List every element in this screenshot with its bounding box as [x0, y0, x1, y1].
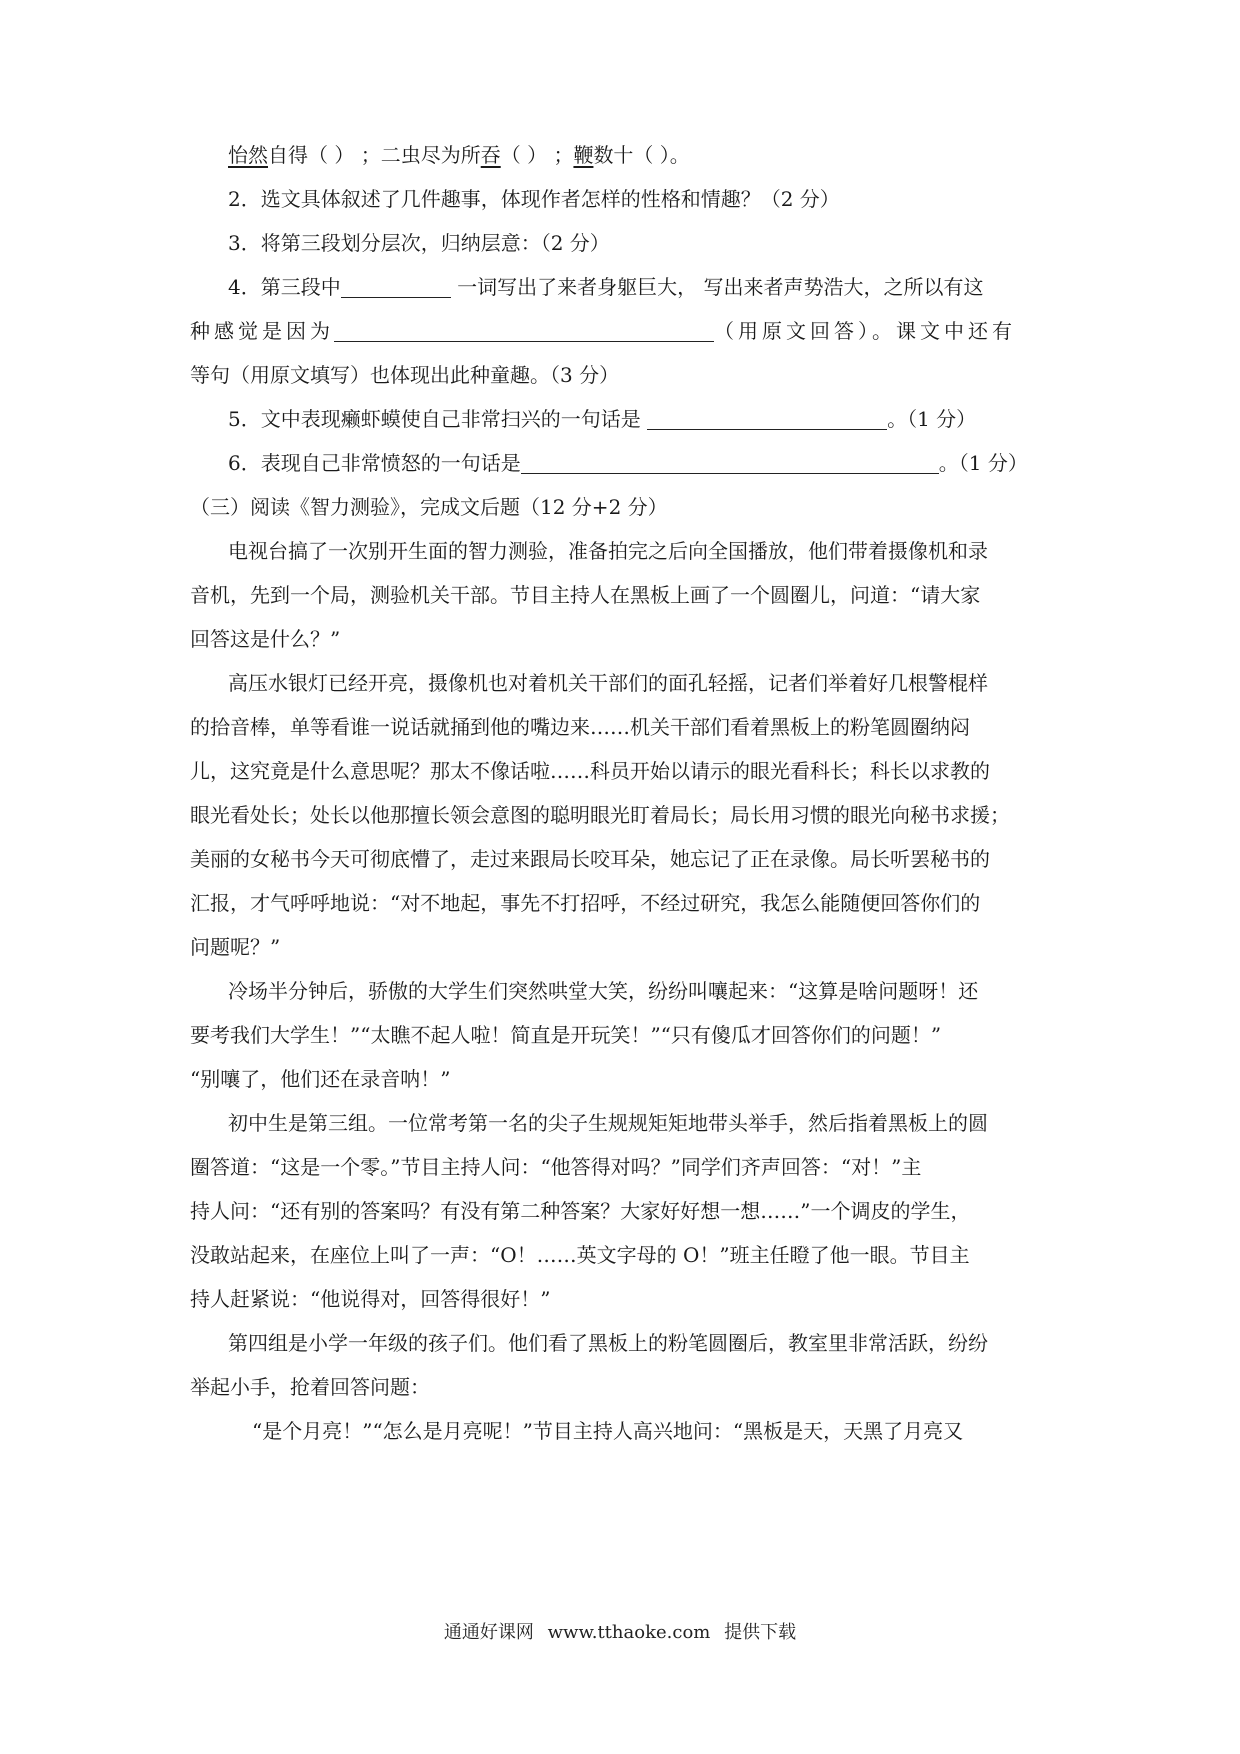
answer-blank[interactable] — [521, 451, 939, 474]
question-6: 6．表现自己非常愤怒的一句话是 。（1 分） — [228, 451, 1028, 475]
passage-line: 的拾音棒，单等看谁一说话就捅到他的嘴边来……机关干部们看着黑板上的粉笔圆圈纳闷 — [190, 715, 970, 739]
passage-line: 第四组是小学一年级的孩子们。他们看了黑板上的粉笔圆圈后，教室里非常活跃，纷纷 — [228, 1331, 988, 1355]
q1-word-3: 鞭 — [573, 143, 594, 167]
q1-word-1: 怡然 — [228, 143, 268, 167]
passage-line: “是个月亮！”“怎么是月亮呢！”节目主持人高兴地问：“黑板是天，天黑了月亮又 — [252, 1419, 964, 1443]
passage-line: 没敢站起来，在座位上叫了一声：“O！……英文字母的 O！”班主任瞪了他一眼。节目主 — [190, 1243, 970, 1267]
passage-line: 美丽的女秘书今天可彻底懵了，走过来跟局长咬耳朵，她忘记了正在录像。局长听罢秘书的 — [190, 847, 990, 871]
passage-line: 举起小手，抢着回答问题： — [190, 1375, 430, 1399]
passage-line: 儿，这究竟是什么意思呢？那太不像话啦……科员开始以请示的眼光看科长；科长以求教的 — [190, 759, 990, 783]
answer-blank[interactable] — [341, 275, 451, 298]
footer-tail: 提供下载 — [724, 1622, 797, 1643]
page-footer — [0, 1620, 1240, 1646]
passage-line: 回答这是什么？” — [190, 627, 341, 651]
passage-line: 初中生是第三组。一位常考第一名的尖子生规规矩矩地带头举手，然后指着黑板上的圆 — [228, 1111, 988, 1135]
passage-line: 汇报，才气呼呼地说：“对不地起，事先不打招呼，不经过研究，我怎么能随便回答你们的 — [190, 891, 981, 915]
passage-line: 持人问：“还有别的答案吗？有没有第二种答案？大家好好想一想……”一个调皮的学生， — [190, 1199, 971, 1223]
section-heading: （三）阅读《智力测验》，完成文后题（12 分+2 分） — [190, 495, 668, 519]
passage-line: 音机，先到一个局，测验机关干部。节目主持人在黑板上画了一个圆圈儿，问道：“请大家 — [190, 583, 981, 607]
passage-line: “别嚷了，他们还在录音呐！” — [190, 1067, 451, 1091]
footer-site-name: 通通好课网 — [443, 1622, 534, 1643]
passage-line: 持人赶紧说：“他说得对，回答得很好！” — [190, 1287, 551, 1311]
q1-line: 怡然自得（ ） ；二虫尽为所吞（ ） ；鞭数十（ ）。 — [228, 143, 690, 167]
passage-line: 问题呢？” — [190, 935, 281, 959]
passage-line: 眼光看处长；处长以他那擅长领会意图的聪明眼光盯着局长；局长用习惯的眼光向秘书求援； — [190, 803, 1010, 827]
footer-url[interactable]: www.tthaoke.com — [547, 1622, 711, 1643]
passage-line: 电视台搞了一次别开生面的智力测验，准备拍完之后向全国播放，他们带着摄像机和录 — [228, 539, 988, 563]
question-3: 3．将第三段划分层次，归纳层意：（2 分） — [228, 231, 610, 255]
passage-line: 冷场半分钟后，骄傲的大学生们突然哄堂大笑，纷纷叫嚷起来：“这算是啥问题呀！还 — [228, 979, 979, 1003]
question-4-line-3: 等句（用原文填写）也体现出此种童趣。（3 分） — [190, 363, 620, 387]
question-5: 5．文中表现癞虾蟆使自己非常扫兴的一句话是 。（1 分） — [228, 407, 977, 431]
question-4-line-1: 4．第三段中 一词写出了来者身躯巨大， 写出来者声势浩大，之所以有这 — [228, 275, 984, 299]
answer-blank[interactable] — [334, 319, 714, 342]
passage-line: 高压水银灯已经开亮，摄像机也对着机关干部们的面孔轻摇，记者们举着好几根警棍样 — [228, 671, 988, 695]
question-2: 2．选文具体叙述了几件趣事，体现作者怎样的性格和情趣？（2 分） — [228, 187, 840, 211]
q1-word-2: 吞 — [480, 143, 501, 167]
question-4-line-2: 种感觉是因为 （用原文回答）。课文中还有 — [190, 319, 1016, 343]
passage-line: 要考我们大学生！”“太瞧不起人啦！简直是开玩笑！”“只有傻瓜才回答你们的问题！” — [190, 1023, 942, 1047]
passage-line: 圈答道：“这是一个零。”节目主持人问：“他答得对吗？”同学们齐声回答：“对！”主 — [190, 1155, 922, 1179]
answer-blank[interactable] — [647, 407, 887, 430]
